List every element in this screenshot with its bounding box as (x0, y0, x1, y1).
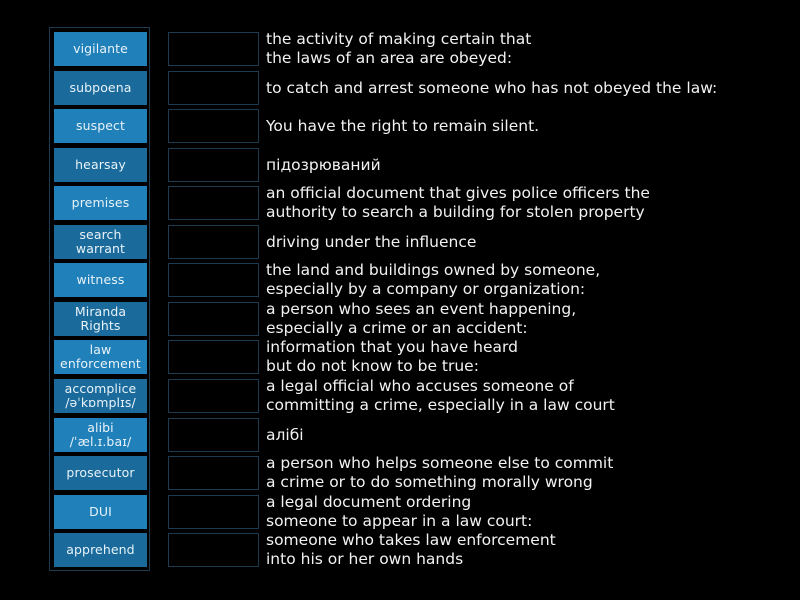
answer-drop-slot[interactable] (168, 340, 259, 374)
definition-text: a person who helps someone else to commit a crime or to do something morally wrong (266, 454, 614, 491)
term-tile-label: search warrant (75, 227, 126, 256)
term-tile-label: DUI (89, 504, 112, 519)
answer-drop-slot[interactable] (168, 225, 259, 259)
term-tile[interactable] (54, 263, 147, 297)
term-tile[interactable] (54, 418, 147, 452)
definition-text: a person who sees an event happening, especially a crime or an accident: (266, 300, 577, 337)
term-tile-label: witness (76, 272, 125, 287)
term-tile[interactable] (54, 379, 147, 413)
term-tile[interactable] (54, 148, 147, 182)
answer-drop-slot[interactable] (168, 418, 259, 452)
answer-drop-slot[interactable] (168, 495, 259, 529)
definition-text: підозрюваний (266, 155, 381, 174)
definition-text: the land and buildings owned by someone, especially by a company or organization: (266, 261, 601, 298)
definition-text: алібі (266, 425, 304, 444)
definition-text: the activity of making certain that the laws of an area are obeyed: (266, 30, 532, 67)
term-tile[interactable] (54, 225, 147, 259)
term-tile[interactable] (54, 71, 147, 105)
answer-drop-slot[interactable] (168, 186, 259, 220)
definition-text: information that you have heard but do not know to be true: (266, 338, 518, 375)
term-tile-label: premises (71, 195, 130, 210)
definition-text: You have the right to remain silent. (266, 116, 540, 135)
term-tile-label: alibi /ˈæl.ɪ.baɪ/ (69, 420, 132, 449)
term-tile-label: subpoena (69, 80, 132, 95)
term-tile[interactable] (54, 302, 147, 336)
definition-text: someone who takes law enforcement into his or her own hands (266, 531, 556, 568)
term-tile[interactable] (54, 495, 147, 529)
answer-drop-slot[interactable] (168, 379, 259, 413)
term-tile-label: vigilante (73, 41, 128, 56)
term-tile-label: suspect (75, 118, 126, 133)
answer-drop-slot[interactable] (168, 302, 259, 336)
answer-drop-slot[interactable] (168, 148, 259, 182)
term-tile[interactable] (54, 456, 147, 490)
term-tile-label: accomplice /əˈkɒmplɪs/ (64, 381, 137, 410)
answer-drop-slot[interactable] (168, 71, 259, 105)
definition-text: to catch and arrest someone who has not obeyed the law: (266, 78, 718, 97)
term-tile-label: prosecutor (66, 465, 135, 480)
term-tile[interactable] (54, 186, 147, 220)
term-tile[interactable] (54, 533, 147, 567)
answer-drop-slot[interactable] (168, 109, 259, 143)
term-tile[interactable] (54, 32, 147, 66)
term-tile-label: apprehend (66, 542, 135, 557)
answer-drop-slot[interactable] (168, 263, 259, 297)
definition-text: an official document that gives police officers the authority to search a building for stolen property (266, 184, 650, 221)
term-tile-label: hearsay (75, 157, 126, 172)
definition-text: a legal official who accuses someone of committing a crime, especially in a law court (266, 377, 615, 414)
term-tile[interactable] (54, 109, 147, 143)
term-tile-label: Miranda Rights (74, 304, 127, 333)
term-tile[interactable] (54, 340, 147, 374)
answer-drop-slot[interactable] (168, 456, 259, 490)
definition-text: a legal document ordering someone to appear in a law court: (266, 493, 533, 530)
answer-drop-slot[interactable] (168, 32, 259, 66)
answer-drop-slot[interactable] (168, 533, 259, 567)
definition-text: driving under the influence (266, 232, 477, 251)
term-tile-label: law enforcement (60, 342, 141, 371)
